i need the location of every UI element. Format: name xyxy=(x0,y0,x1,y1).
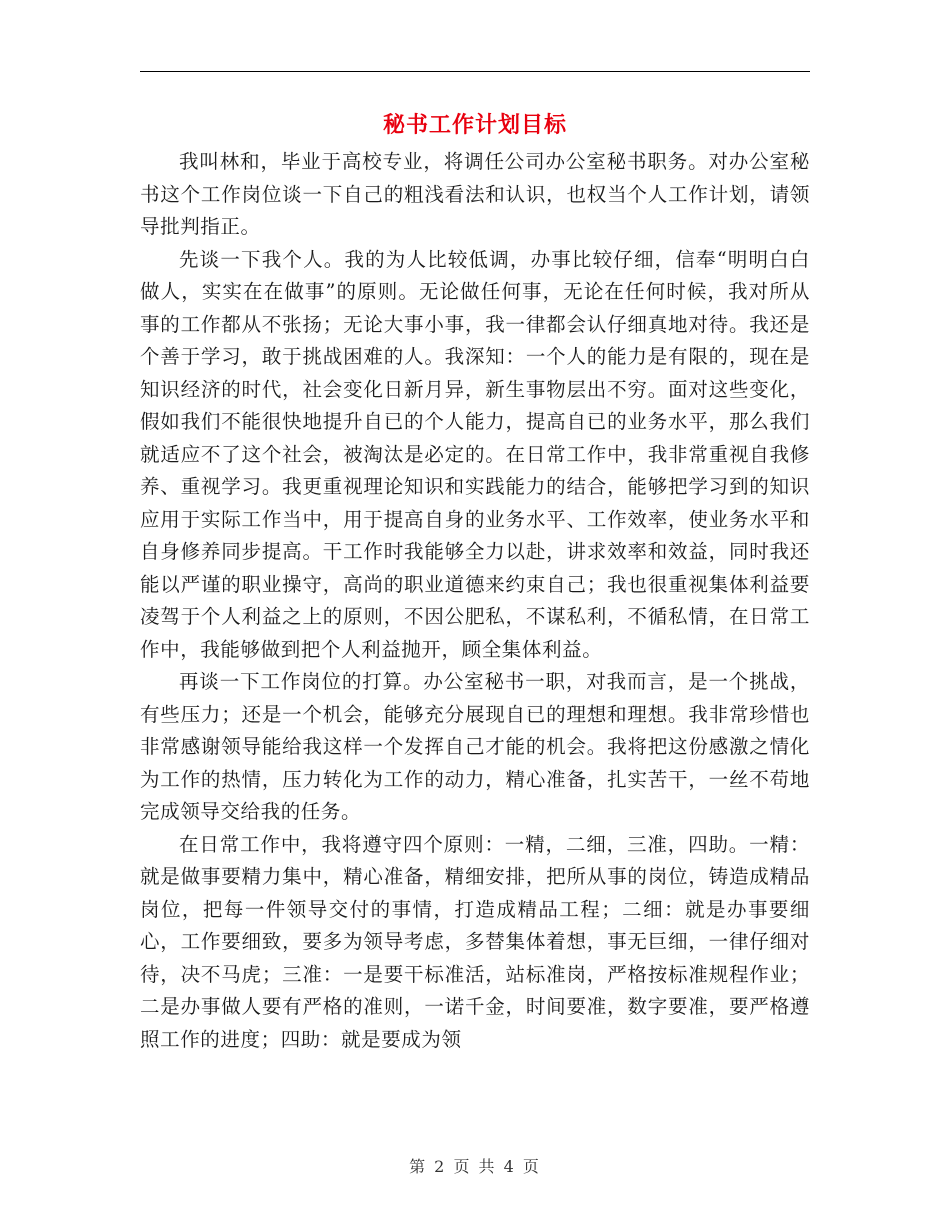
document-body xyxy=(140,146,810,1056)
paragraph-intro: 我叫林和，毕业于高校专业，将调任公司办公室秘书职务。对办公室秘书这个工作岗位谈一下自己的粗浅看法和认识，也权当个人工作计划，请领导批判指正。 xyxy=(140,150,810,238)
document-title: 秘书工作计划目标 xyxy=(382,112,567,138)
paragraph-personal: 先谈一下我个人。我的为人比较低调，办事比较仔细，信奉“明明白白做人，实实在在做事”的原则。无论做任何事，无论在任何时候，我对所从事的工作都从不张扬；无论大事小事，我一律都会认仔细真地对待。我还是个善于学习，敢于挑战困难的人。我深知：一个人的能力是有限的，现在是知识经济的时代，社会变化日新月异，新生事物层出不穷。面对这些变化，假如我们不能很快地提升自已的个人能力，提高自已的业务水平，那么我们就适应不了这个社会，被淘汰是必定的。在日常工作中，我非常重视自我修养、重视学习。我更重视理论知识和实践能力的结合，能够把学习到的知识应用于实际工作当中，用于提高自身的业务水平、工作效率，使业务水平和自身修养同步提高。干工作时我能够全力以赴，讲求效率和效益，同时我还能以严谨的职业操守，高尚的职业道德来约束自己；我也很重视集体利益要凌驾于个人利益之上的原则，不因公肥私，不谋私利，不循私情，在日常工作中，我能够做到把个人利益抛开，顾全集体利益。 xyxy=(140,247,810,661)
paragraph-position-plan: 再谈一下工作岗位的打算。办公室秘书一职，对我而言，是一个挑战，有些压力；还是一个机会，能够充分展现自已的理想和理想。我非常珍惜也非常感谢领导能给我这样一个发挥自己才能的机会。我将把这份感激之情化为工作的热情，压力转化为工作的动力，精心准备，扎实苦干，一丝不苟地完成领导交给我的任务。 xyxy=(140,670,810,823)
paragraph-principles: 在日常工作中，我将遵守四个原则：一精，二细，三准，四助。一精：就是做事要精力集中，精心准备，精细安排，把所从事的岗位，铸造成精品岗位，把每一件领导交付的事情，打造成精品工程；二细：就是办事要细心，工作要细致，要多为领导考虑，多替集体着想，事无巨细，一律仔细对待，决不马虎；三准：一是要干标准活，站标准岗，严格按标准规程作业；二是办事做人要有严格的准则，一诺千金，时间要准，数字要准，要严格遵照工作的进度；四助：就是要成为领 xyxy=(140,832,810,1051)
header-rule xyxy=(140,71,810,72)
page-number-footer: 第 2 页 共 4 页 xyxy=(409,1157,541,1176)
